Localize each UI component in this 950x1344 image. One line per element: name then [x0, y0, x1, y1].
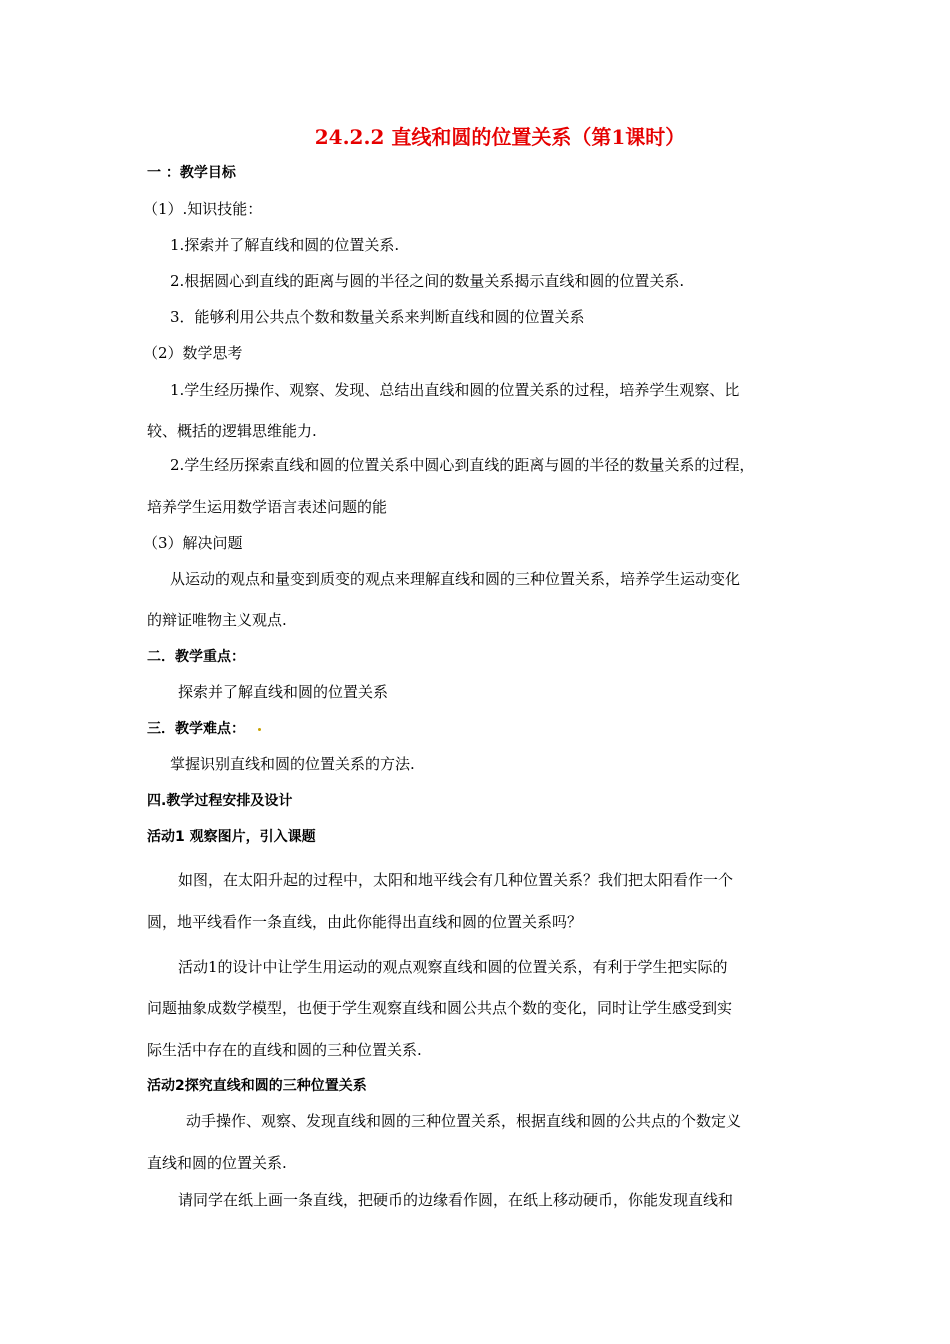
paragraph-line: 问题抽象成数学模型，也便于学生观察直线和圆公共点个数的变化，同时让学生感受到实 — [147, 999, 733, 1017]
paragraph-line: 3．能够利用公共点个数和数量关系来判断直线和圆的位置关系 — [170, 308, 585, 326]
subsection-heading: （3）解决问题 — [143, 534, 243, 552]
subsection-heading: （1）.知识技能： — [143, 200, 263, 218]
subsection-heading: （2）数学思考 — [143, 344, 243, 362]
paragraph-line: 活动1的设计中让学生用运动的观点观察直线和圆的位置关系，有利于学生把实际的 — [178, 958, 728, 976]
paragraph-line: 探索并了解直线和圆的位置关系 — [178, 683, 389, 701]
paragraph-line: 1.学生经历操作、观察、发现、总结出直线和圆的位置关系的过程，培养学生观察、比 — [170, 381, 740, 399]
section-heading: 四.教学过程安排及设计 — [147, 793, 293, 809]
paragraph-line: 际生活中存在的直线和圆的三种位置关系. — [147, 1041, 422, 1059]
paragraph-line: 圆，地平线看作一条直线，由此你能得出直线和圆的位置关系吗？ — [147, 913, 583, 931]
paragraph-line: 较、概括的逻辑思维能力. — [147, 422, 317, 440]
paragraph-line: 2.根据圆心到直线的距离与圆的半径之间的数量关系揭示直线和圆的位置关系. — [170, 272, 685, 290]
paragraph-line: 掌握识别直线和圆的位置关系的方法. — [170, 755, 415, 773]
paragraph-line: 的辩证唯物主义观点. — [147, 611, 287, 629]
paragraph-line: 如图，在太阳升起的过程中，太阳和地平线会有几种位置关系？我们把太阳看作一个 — [178, 871, 734, 889]
activity-heading: 活动1 观察图片，引入课题 — [147, 829, 316, 845]
paragraph-line: 动手操作、观察、发现直线和圆的三种位置关系，根据直线和圆的公共点的个数定义 — [186, 1112, 742, 1130]
section-heading: 三．教学难点： — [147, 721, 245, 737]
paragraph-line: 从运动的观点和量变到质变的观点来理解直线和圆的三种位置关系，培养学生运动变化 — [170, 570, 741, 588]
paragraph-line: 1.探索并了解直线和圆的位置关系. — [170, 236, 400, 254]
section-heading: 二．教学重点： — [147, 649, 245, 665]
paragraph-line: 请同学在纸上画一条直线，把硬币的边缘看作圆，在纸上移动硬币，你能发现直线和 — [178, 1191, 734, 1209]
paragraph-line: 2.学生经历探索直线和圆的位置关系中圆心到直线的距离与圆的半径的数量关系的过程， — [170, 456, 755, 474]
section-heading: 一 ：教学目标 — [147, 165, 236, 181]
activity-heading: 活动2探究直线和圆的三种位置关系 — [147, 1078, 367, 1094]
paragraph-line: 直线和圆的位置关系. — [147, 1154, 287, 1172]
stray-dot-mark — [258, 728, 261, 731]
paragraph-line: 培养学生运用数学语言表述问题的能 — [147, 498, 388, 516]
document-title: 24.2.2 直线和圆的位置关系（第1课时） — [314, 125, 686, 149]
